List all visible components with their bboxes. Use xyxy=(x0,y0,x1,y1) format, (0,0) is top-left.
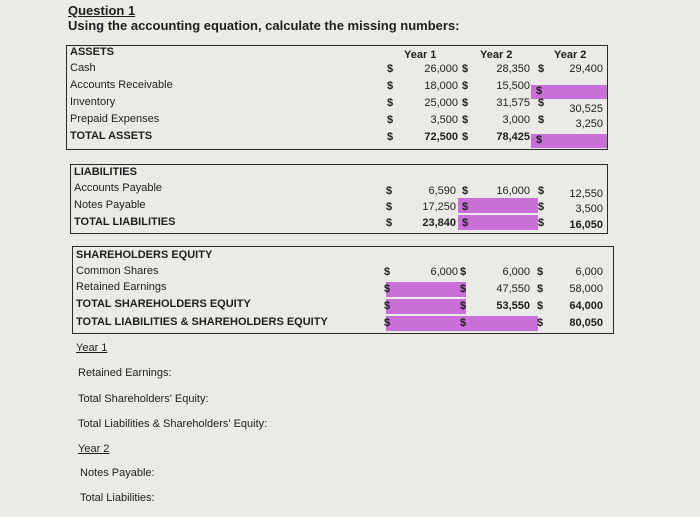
equity-total-sh-y3: 64,000 xyxy=(569,300,603,312)
year-header-3: Year 2 xyxy=(554,49,587,61)
equity-common-y3: 6,000 xyxy=(575,266,603,278)
dollar-sign: $ xyxy=(538,185,545,197)
dollar-sign: $ xyxy=(387,63,394,75)
year1-label: Year 1 xyxy=(76,342,108,354)
q-retained-earnings: Retained Earnings: xyxy=(78,367,172,379)
dollar-sign: $ xyxy=(387,114,394,126)
dollar-sign: $ xyxy=(386,217,393,229)
dollar-sign: $ xyxy=(536,85,543,97)
assets-ar-y1: 18,000 xyxy=(424,80,458,92)
assets-inventory-y1: 25,000 xyxy=(424,97,458,109)
liabilities-total-y1: 23,840 xyxy=(422,217,456,229)
dollar-sign: $ xyxy=(387,131,394,143)
dollar-sign: $ xyxy=(384,317,391,329)
dollar-sign: $ xyxy=(537,317,544,329)
assets-prepaid-y3: 3,250 xyxy=(575,118,603,130)
dollar-sign: $ xyxy=(462,217,469,229)
assets-prepaid-y1: 3,500 xyxy=(430,114,458,126)
assets-prepaid-y2: 3,000 xyxy=(502,114,530,126)
dollar-sign: $ xyxy=(538,97,545,109)
assets-cash-y3: 29,400 xyxy=(569,63,603,75)
dollar-sign: $ xyxy=(538,114,545,126)
dollar-sign: $ xyxy=(460,317,467,329)
equity-retained-y3: 58,000 xyxy=(569,283,603,295)
dollar-sign: $ xyxy=(536,134,543,146)
liabilities-ap-y3: 12,550 xyxy=(569,188,603,200)
dollar-sign: $ xyxy=(462,63,469,75)
equity-total-sh-y2: 53,550 xyxy=(496,300,530,312)
dollar-sign: $ xyxy=(384,266,391,278)
assets-label-prepaid: Prepaid Expenses xyxy=(70,113,160,125)
question-title: Question 1 xyxy=(68,3,136,18)
equity-total-liab-sh-y3: 80,050 xyxy=(569,317,603,329)
dollar-sign: $ xyxy=(538,201,545,213)
dollar-sign: $ xyxy=(460,266,467,278)
liabilities-np-y3: 3,500 xyxy=(575,203,603,215)
dollar-sign: $ xyxy=(462,201,469,213)
dollar-sign: $ xyxy=(462,80,469,92)
dollar-sign: $ xyxy=(538,63,545,75)
dollar-sign: $ xyxy=(462,185,469,197)
equity-title: SHAREHOLDERS EQUITY xyxy=(76,249,213,261)
dollar-sign: $ xyxy=(537,300,544,312)
equity-label-common: Common Shares xyxy=(76,265,159,277)
dollar-sign: $ xyxy=(460,300,467,312)
assets-inventory-y3: 30,525 xyxy=(569,103,603,115)
liabilities-label-total: TOTAL LIABILITIES xyxy=(74,216,176,228)
equity-retained-y2: 47,550 xyxy=(496,283,530,295)
dollar-sign: $ xyxy=(538,217,545,229)
dollar-sign: $ xyxy=(387,80,394,92)
assets-total-y1: 72,500 xyxy=(424,131,458,143)
assets-label-ar: Accounts Receivable xyxy=(70,79,173,91)
liabilities-ap-y2: 16,000 xyxy=(496,185,530,197)
dollar-sign: $ xyxy=(462,97,469,109)
year-header-1: Year 1 xyxy=(404,49,437,61)
liabilities-title: LIABILITIES xyxy=(74,166,137,178)
dollar-sign: $ xyxy=(384,283,391,295)
assets-ar-y2: 15,500 xyxy=(496,80,530,92)
dollar-sign: $ xyxy=(537,283,544,295)
equity-label-retained: Retained Earnings xyxy=(76,281,167,293)
dollar-sign: $ xyxy=(386,201,393,213)
equity-label-total-liab-sh: TOTAL LIABILITIES & SHAREHOLDERS EQUITY xyxy=(76,316,328,328)
q-notes-payable: Notes Payable: xyxy=(80,467,155,479)
assets-label-total: TOTAL ASSETS xyxy=(70,130,153,142)
dollar-sign: $ xyxy=(462,114,469,126)
year-header-2: Year 2 xyxy=(480,49,513,61)
equity-common-y2: 6,000 xyxy=(502,266,530,278)
liabilities-ap-y1: 6,590 xyxy=(428,185,456,197)
liabilities-np-y1: 17,250 xyxy=(422,201,456,213)
dollar-sign: $ xyxy=(387,97,394,109)
dollar-sign: $ xyxy=(537,266,544,278)
assets-cash-y2: 28,350 xyxy=(496,63,530,75)
assets-label-cash: Cash xyxy=(70,62,96,74)
liabilities-label-ap: Accounts Payable xyxy=(74,182,163,194)
assets-label-inventory: Inventory xyxy=(70,96,116,108)
q-total-liab-sh-equity: Total Liabilities & Shareholders' Equity: xyxy=(78,418,268,430)
dollar-sign: $ xyxy=(460,283,467,295)
liabilities-label-np: Notes Payable xyxy=(74,199,146,211)
assets-title: ASSETS xyxy=(70,46,115,58)
dollar-sign: $ xyxy=(462,131,469,143)
liabilities-total-y3: 16,050 xyxy=(569,219,603,231)
assets-inventory-y2: 31,575 xyxy=(496,97,530,109)
equity-common-y1: 6,000 xyxy=(430,266,458,278)
equity-label-total-sh: TOTAL SHAREHOLDERS EQUITY xyxy=(76,298,251,310)
q-total-sh-equity: Total Shareholders' Equity: xyxy=(78,393,209,405)
dollar-sign: $ xyxy=(384,300,391,312)
assets-cash-y1: 26,000 xyxy=(424,63,458,75)
assets-total-y2: 78,425 xyxy=(496,131,530,143)
q-total-liabilities: Total Liabilities: xyxy=(80,492,155,504)
year2-label: Year 2 xyxy=(78,443,110,455)
question-instruction: Using the accounting equation, calculate the missing numbers: xyxy=(68,18,460,33)
dollar-sign: $ xyxy=(386,185,393,197)
